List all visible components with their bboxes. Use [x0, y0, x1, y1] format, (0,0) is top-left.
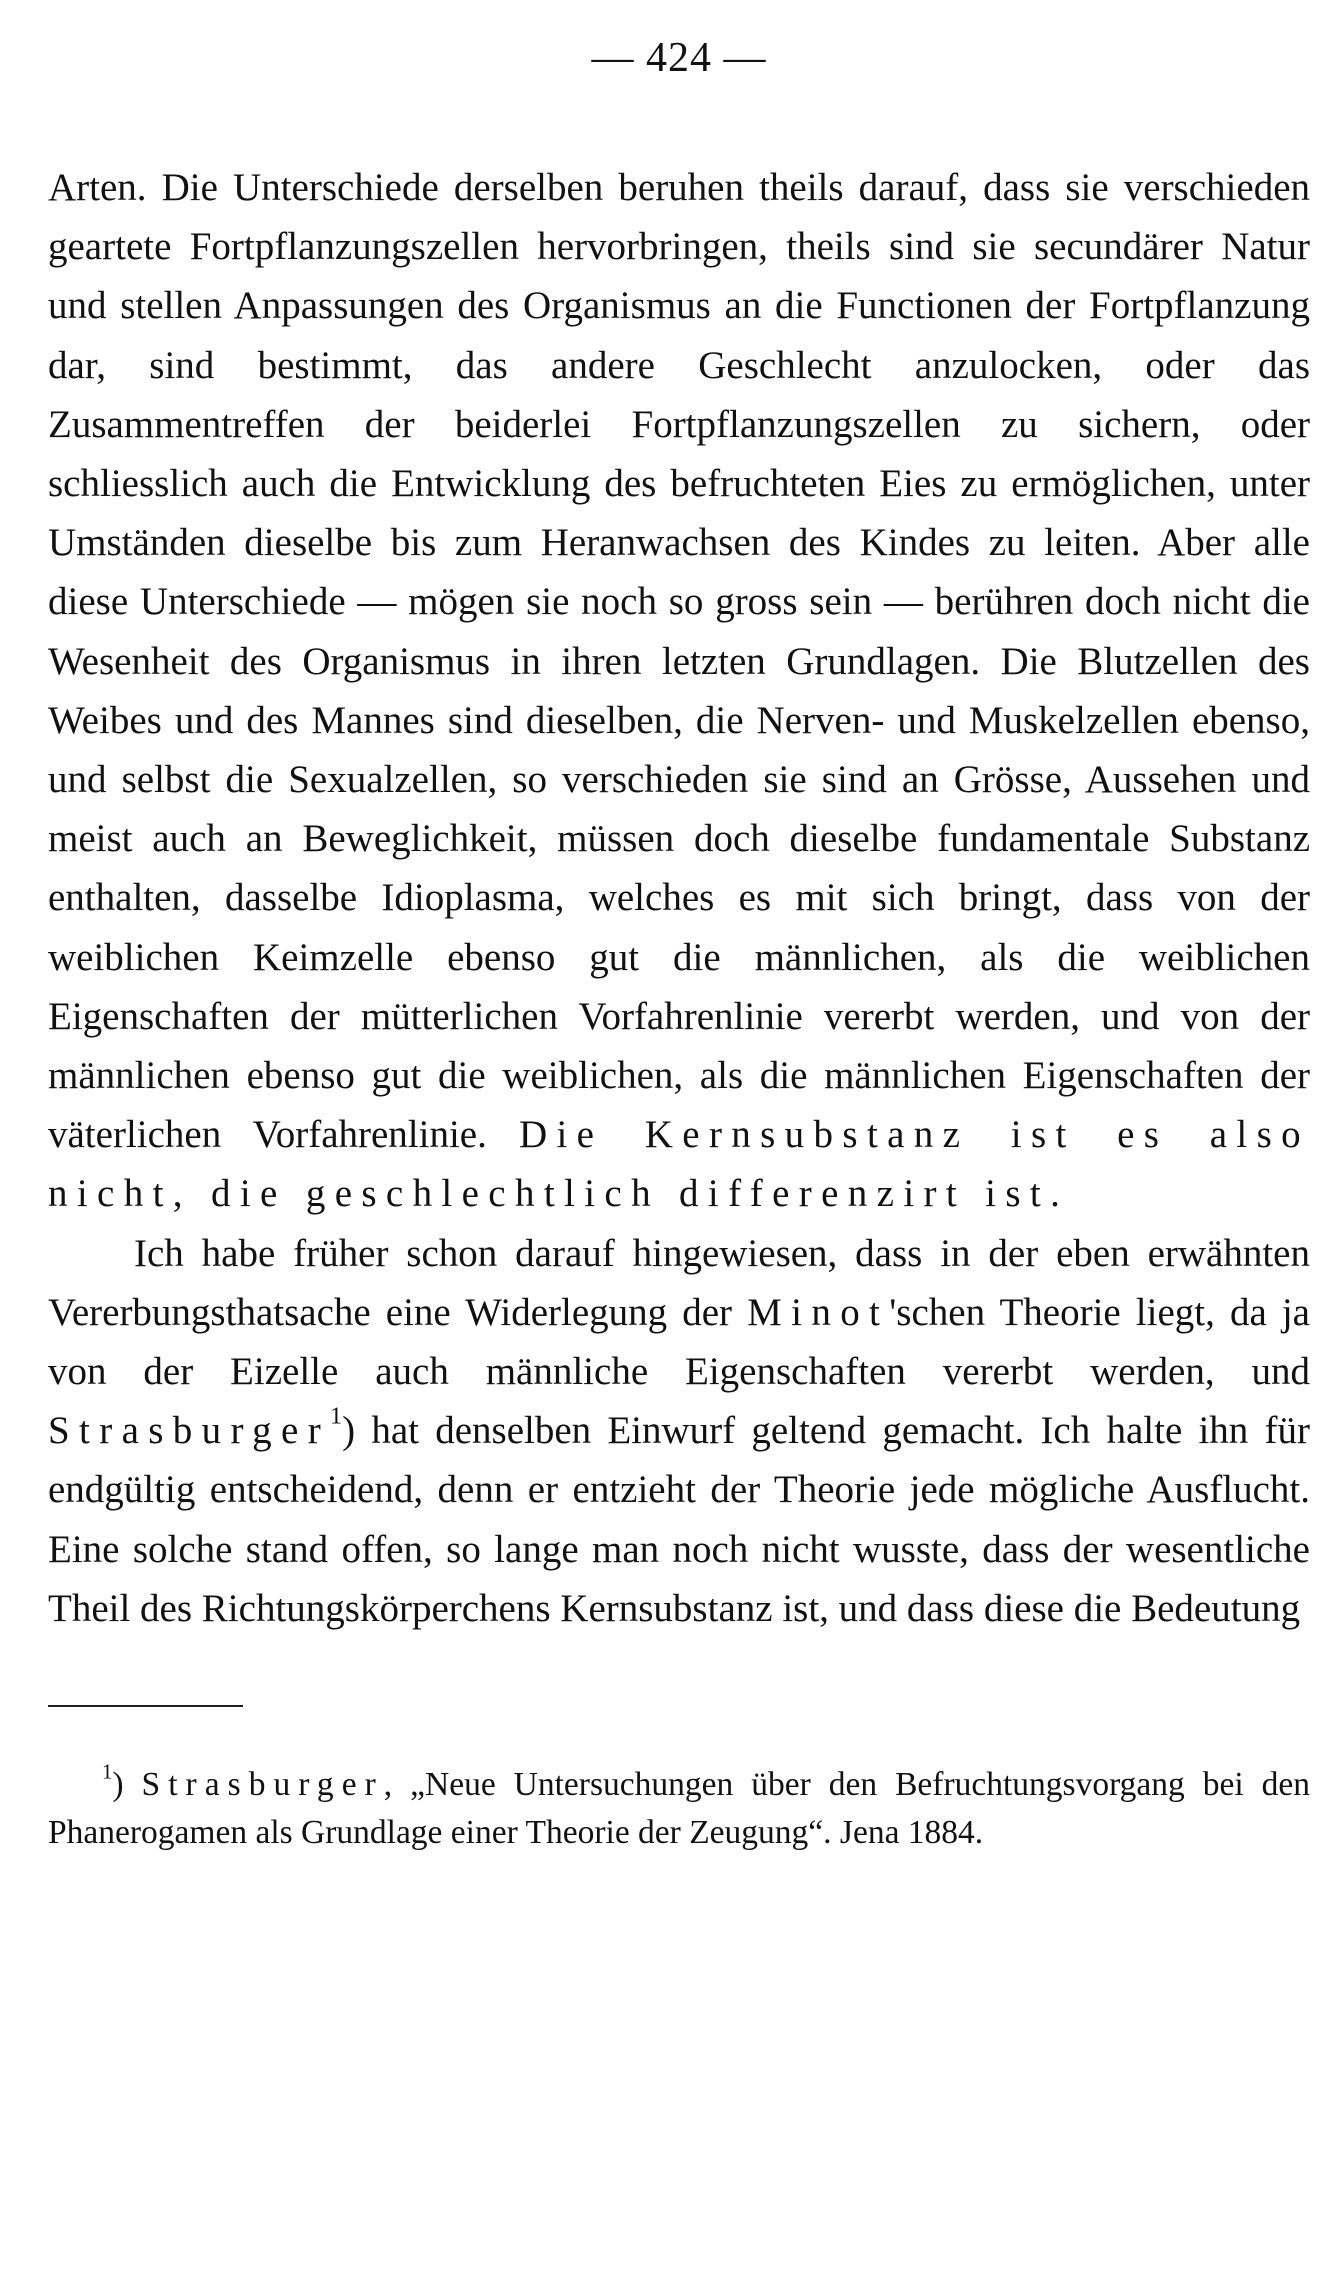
paragraph	[48, 158, 1310, 1224]
paragraph	[48, 1224, 1310, 1638]
footnote-divider	[48, 1705, 243, 1707]
footnote-author: Strasburger	[141, 1766, 384, 1804]
text-run: Arten. Die Unterschiede derselben beruhen theils darauf, dass sie verschieden geartete Fortpflanzungszellen hervorbringen, theils sind sie secundärer Natur und stellen Anpassungen des Organismus an die Functionen der Fortpflanzung dar, sind bestimmt, das andere Geschlecht anzulocken, oder das Zusammentreffen der beiderlei Fortpflanzungszellen zu sichern, oder schliesslich auch die Entwicklung des befruchteten Eies zu ermöglichen, unter Umständen dieselbe bis zum Heranwachsen des Kindes zu leiten. Aber alle diese Unterschiede — mögen sie noch so gross sein — berühren doch nicht die Wesenheit des Organismus in ihren letzten Grundlagen. Die Blutzellen des Weibes und des Mannes sind dieselben, die Nerven- und Muskelzellen ebenso, und selbst die Sexualzellen, so verschieden sie sind an Grösse, Aussehen und meist auch an Beweglichkeit, müssen doch dieselbe fundamentale Substanz enthalten, dasselbe Idioplasma, welches es mit sich bringt, dass von der weiblichen Keimzelle ebenso gut die männlichen, als die weiblichen Eigenschaften der mütterlichen Vorfahrenlinie vererbt werden, und von der männlichen ebenso gut die weiblichen, als die männlichen Eigenschaften der väterlichen Vorfahrenlinie.	[48, 166, 1310, 1157]
body-text	[48, 158, 1310, 1638]
document-page	[48, 30, 1310, 1857]
text-run: 'schen Theorie liegt, da ja von der Eizelle auch männliche Eigenschaften vererbt werden, und	[48, 1290, 1310, 1394]
text-run: ) hat denselben Einwurf geltend gemacht. Ich halte ihn für endgültig entscheidend, denn er entzieht der Theorie jede mögliche Ausflucht. Eine solche stand offen, so lange man noch nicht wusste, dass der wesentliche Theil des Richtungskörperchens Kernsubstanz ist, und dass diese die Bedeutung	[48, 1409, 1310, 1630]
page-number: — 424 —	[591, 35, 767, 81]
footnote	[48, 1761, 1310, 1857]
text-run: )	[112, 1766, 142, 1804]
footnote-marker: 1	[330, 1402, 343, 1430]
text-run: Ich habe früher schon darauf hingewiesen, dass in der eben erwähnten Vererbungsthatsache eine Widerlegung der	[48, 1231, 1310, 1334]
author-name-minot: Minot	[747, 1290, 890, 1334]
footnote-citation: , „Neue Untersuchungen über den Befruchtungsvorgang bei den Phanerogamen als Grundlage einer Theorie der Zeugung“. Jena 1884.	[48, 1766, 1310, 1852]
spaced-emphasis: Die Kernsubstanz ist es also nicht, die geschlechtlich differenzirt ist.	[48, 1113, 1310, 1216]
author-name-strasburger: Strasburger	[48, 1409, 331, 1453]
footnote-number: 1	[102, 1760, 113, 1784]
